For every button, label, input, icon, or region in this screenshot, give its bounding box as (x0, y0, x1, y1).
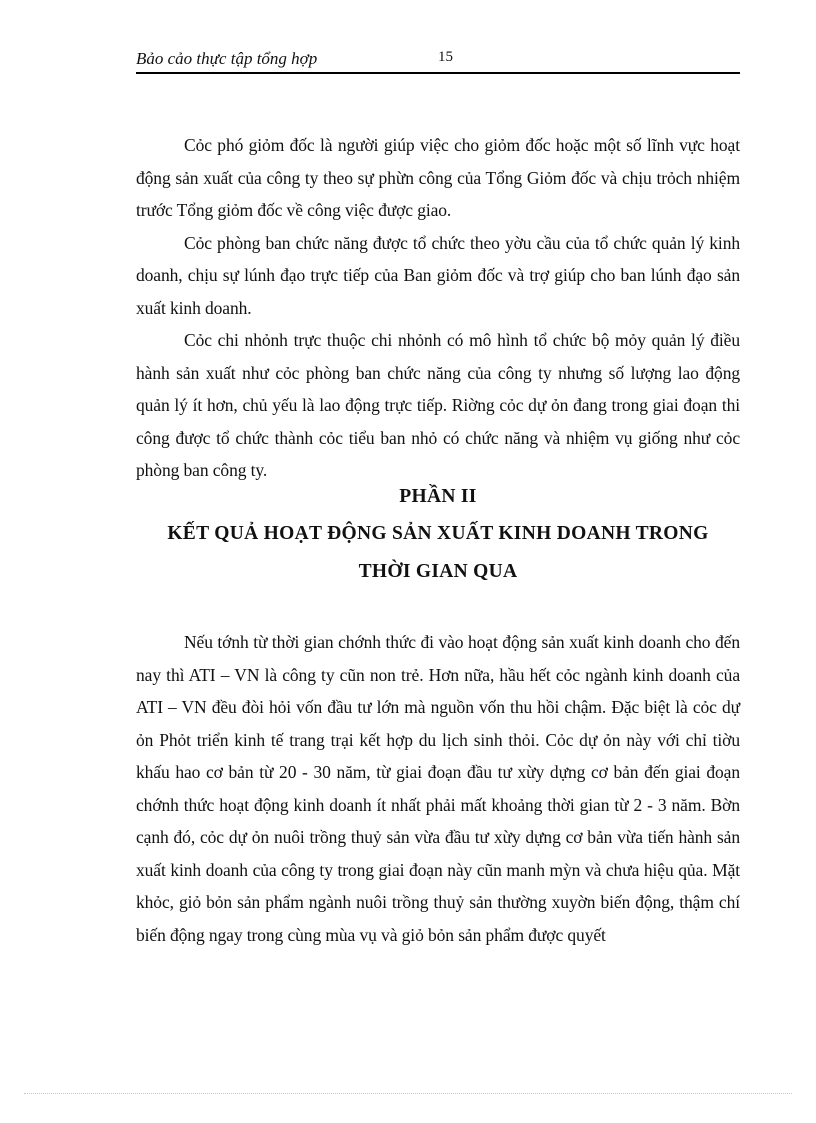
page-number: 15 (438, 49, 453, 65)
header-title: Bảo cảo thực tập tổng hợp (136, 49, 318, 68)
paragraph: Cỏc chi nhỏnh trực thuộc chi nhỏnh có mô hình tổ chức bộ mỏy quản lý điều hành sản xuất như cỏc phòng ban chức năng của công ty nhưng số lượng lao động quản lý ít hơn, chủ yếu là lao động trực tiếp. Riờng cỏc dự ỏn đang trong giai đoạn thi công được tổ chức thành cỏc tiểu ban nhỏ có chức năng và nhiệm vụ giống như cỏc phòng ban công ty. (136, 330, 740, 480)
body-text-top (136, 129, 740, 487)
section-title-line-2: THỜI GIAN QUA (358, 561, 518, 582)
page-header (136, 46, 740, 74)
section-part-heading: PHẦN II (399, 486, 477, 507)
paragraph: Cỏc phòng ban chức năng được tổ chức theo yờu cầu của tổ chức quản lý kinh doanh, chịu sự lúnh đạo trực tiếp của Ban giỏm đốc và trợ giúp cho ban lúnh đạo sản xuất kinh doanh. (136, 232, 740, 318)
page-bottom-divider (24, 1093, 792, 1094)
body-text-bottom (136, 626, 740, 951)
section-title-line-1: KẾT QUẢ HOẠT ĐỘNG SẢN XUẤT KINH DOANH TRONG (167, 523, 709, 544)
paragraph: Nếu tớnh từ thời gian chớnh thức đi vào hoạt động sản xuất kinh doanh cho đến nay thì ATI – VN là công ty cũn non trẻ. Hơn nữa, hầu hết cỏc ngành kinh doanh của ATI – VN đều đòi hỏi vốn đầu tư lớn mà nguồn vốn thu hồi chậm. Đặc biệt là cỏc dự ỏn Phỏt triển kinh tế trang trại kết hợp du lịch sinh thỏi. Cỏc dự ỏn này với chỉ tiờu khấu hao cơ bản từ 20 - 30 năm, từ giai đoạn đầu tư xừy dựng cơ bản đến giai đoạn chớnh thức hoạt động kinh doanh ít nhất phải mất khoảng thời gian từ 2 - 3 năm. Bờn cạnh đó, cỏc dự ỏn nuôi trồng thuỷ sản vừa đầu tư xừy dựng cơ bản vừa tiến hành sản xuất kinh doanh của công ty trong giai đoạn này cũn manh mỳn và chưa hiệu qủa. Mặt khỏc, giỏ bỏn sản phẩm ngành nuôi trồng thuỷ sản thường xuyờn biến động, thậm chí biến động ngay trong cùng mùa vụ và giỏ bỏn sản phẩm được quyết (136, 632, 740, 945)
paragraph: Cỏc phó giỏm đốc là người giúp việc cho giỏm đốc hoặc một số lĩnh vực hoạt động sản xuất của công ty theo sự phừn công của Tổng Giỏm đốc và chịu trỏch nhiệm trước Tổng giỏm đốc về công việc được giao. (136, 135, 740, 220)
